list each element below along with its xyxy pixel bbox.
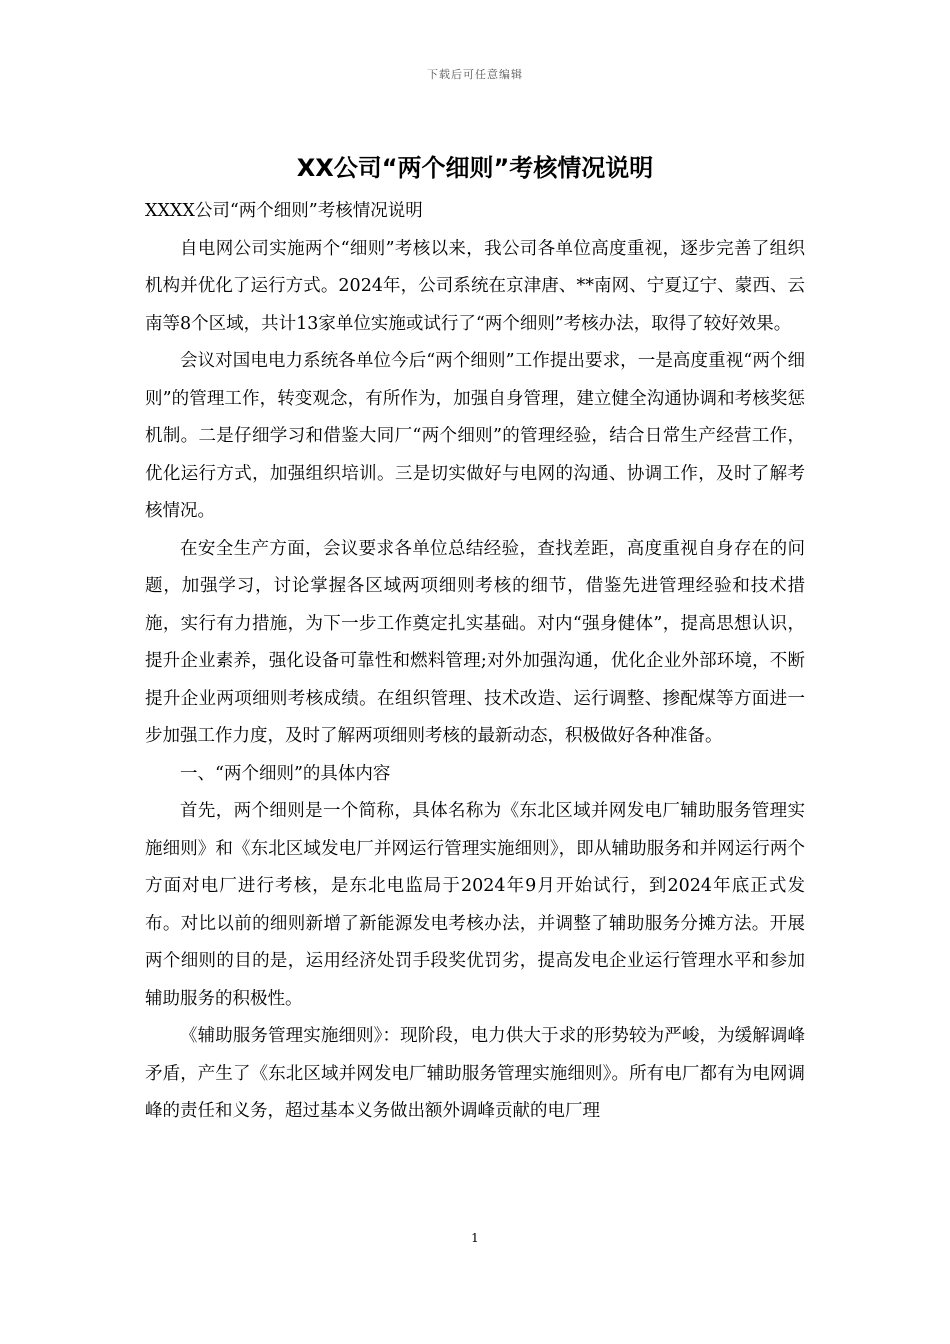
document-body bbox=[145, 193, 805, 1131]
document-subtitle: XXXX公司“两个细则”考核情况说明 bbox=[145, 201, 423, 221]
paragraph: 首先，两个细则是一个简称，具体名称为《东北区域并网发电厂辅助服务管理实施细则》和《东北区域发电厂并网运行管理实施细则》，即从辅助服务和并网运行两个方面对电厂进行考核，是东北电监局于2024年9月开始试行，到2024年底正式发布。对比以前的细则新增了新能源发电考核办法，并调整了辅助服务分摊方法。开展两个细则的目的是，运用经济处罚手段奖优罚劣，提高发电企业运行管理水平和参加辅助服务的积极性。 bbox=[145, 801, 805, 1009]
section-heading: 一、“两个细则”的具体内容 bbox=[180, 763, 391, 784]
page-number: 1 bbox=[471, 1231, 479, 1245]
paragraph: 自电网公司实施两个“细则”考核以来，我公司各单位高度重视，逐步完善了组织机构并优化了运行方式。2024年，公司系统在京津唐、**南网、宁夏辽宁、蒙西、云南等8个区域，共计13家单位实施或试行了“两个细则”考核办法，取得了较好效果。 bbox=[145, 238, 805, 334]
paragraph: 在安全生产方面，会议要求各单位总结经验，查找差距，高度重视自身存在的问题，加强学习，讨论掌握各区域两项细则考核的细节，借鉴先进管理经验和技术措施，实行有力措施，为下一步工作奠定扎实基础。对内“强身健体”，提高思想认识，提升企业素养，强化设备可靠性和燃料管理;对外加强沟通，优化企业外部环境，不断提升企业两项细则考核成绩。在组织管理、技术改造、运行调整、掺配煤等方面进一步加强工作力度，及时了解两项细则考核的最新动态，积极做好各种准备。 bbox=[145, 538, 805, 746]
header-note: 下载后可任意编辑 bbox=[427, 68, 523, 81]
document-title: XX公司“两个细则”考核情况说明 bbox=[296, 154, 654, 182]
paragraph: 会议对国电电力系统各单位今后“两个细则”工作提出要求，一是高度重视“两个细则”的管理工作，转变观念，有所作为，加强自身管理，建立健全沟通协调和考核奖惩机制。二是仔细学习和借鉴大同厂“两个细则”的管理经验，结合日常生产经营工作，优化运行方式，加强组织培训。三是切实做好与电网的沟通、协调工作，及时了解考核情况。 bbox=[145, 351, 805, 521]
paragraph: 《辅助服务管理实施细则》：现阶段，电力供大于求的形势较为严峻，为缓解调峰矛盾，产生了《东北区域并网发电厂辅助服务管理实施细则》。所有电厂都有为电网调峰的责任和义务，超过基本义务做出额外调峰贡献的电厂理 bbox=[145, 1026, 805, 1121]
